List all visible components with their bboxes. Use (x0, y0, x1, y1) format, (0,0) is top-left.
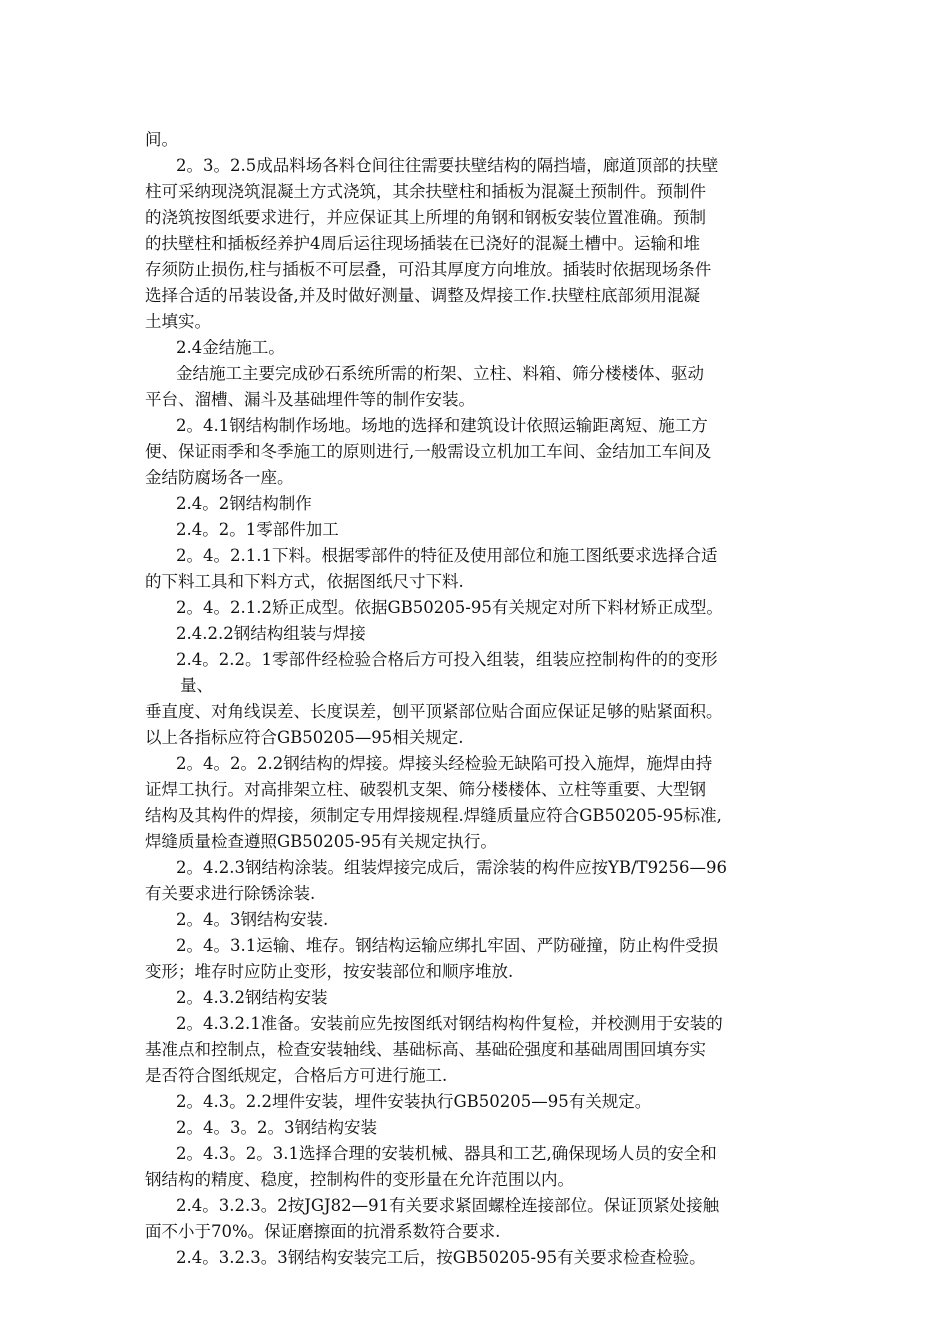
text-line: 2。4。2。2.2钢结构的焊接。焊接头经检验无缺陷可投入施焊，施焊由持 (176, 754, 713, 773)
text-line: 证焊工执行。对高排架立柱、破裂机支架、筛分楼楼体、立柱等重要、大型钢 (145, 780, 706, 799)
section-heading: 2.4.2.2钢结构组装与焊接 (176, 624, 366, 643)
text-line: 变形；堆存时应防止变形，按安装部位和顺序堆放. (145, 962, 514, 981)
text-line: 2。4.1钢结构制作场地。场地的选择和建筑设计依照运输距离短、施工方 (176, 416, 708, 435)
text-line: 土填实。 (145, 312, 211, 331)
text-line: 选择合适的吊装设备,并及时做好测量、调整及焊接工作.扶壁柱底部须用混凝 (145, 286, 700, 305)
text-line: 焊缝质量检查遵照GB50205-95有关规定执行。 (145, 832, 497, 851)
text-line: 2。4.3。2.2埋件安装，埋件安装执行GB50205—95有关规定。 (176, 1092, 652, 1111)
text-line: 2.4。2.2。1零部件经检验合格后方可投入组装，组装应控制构件的的变形 (176, 650, 718, 669)
text-line: 2。4。2.1.1下料。根据零部件的特征及使用部位和施工图纸要求选择合适 (176, 546, 718, 565)
text-line: 柱可采纳现浇筑混凝土方式浇筑，其余扶壁柱和插板为混凝土预制件。预制件 (145, 182, 706, 201)
text-line: 有关要求进行除锈涂装. (145, 884, 316, 903)
text-line: 钢结构的精度、稳度，控制构件的变形量在允许范围以内。 (145, 1170, 574, 1189)
text-line: 2。4。2.1.2矫正成型。依据GB50205-95有关规定对所下料材矫正成型。 (176, 598, 723, 617)
text-line: 2。3。2.5成品料场各料仓间往往需要扶壁结构的隔挡墙，廊道顶部的扶壁 (176, 156, 719, 175)
text-line: 2.4。3.2.3。2按JGJ82—91有关要求紧固螺栓连接部位。保证顶紧处接触 (176, 1196, 720, 1215)
text-line: 垂直度、对角线误差、长度误差，刨平顶紧部位贴合面应保证足够的贴紧面积。 (145, 702, 723, 721)
text-line: 量、 (180, 676, 213, 695)
text-line: 结构及其构件的焊接，须制定专用焊接规程.焊缝质量应符合GB50205-95标准, (145, 806, 722, 825)
text-line: 2。4。3.1运输、堆存。钢结构运输应绑扎牢固、严防碰撞，防止构件受损 (176, 936, 719, 955)
section-heading: 2.4。2。1零部件加工 (176, 520, 339, 539)
text-line: 基准点和控制点，检查安装轴线、基础标高、基础砼强度和基础周围回填夯实 (145, 1040, 706, 1059)
text-line: 2。4.2.3钢结构涂装。组装焊接完成后，需涂装的构件应按YB/T9256—96 (176, 858, 728, 877)
text-line: 2.4。3.2.3。3钢结构安装完工后，按GB50205-95有关要求检查检验。 (176, 1248, 706, 1267)
section-heading: 2。4.3.2钢结构安装 (176, 988, 328, 1007)
text-line: 间。 (145, 130, 178, 149)
text-line: 金结施工主要完成砂石系统所需的桁架、立柱、料箱、筛分楼楼体、驱动 (176, 364, 704, 383)
text-line: 存须防止损伤,柱与插板不可层叠，可沿其厚度方向堆放。插装时依据现场条件 (145, 260, 712, 279)
text-line: 的扶壁柱和插板经养护4周后运往现场插装在已浇好的混凝土槽中。运输和堆 (145, 234, 700, 253)
section-heading: 2.4。2钢结构制作 (176, 494, 312, 513)
text-line: 便、保证雨季和冬季施工的原则进行,一般需设立机加工车间、金结加工车间及 (145, 442, 712, 461)
text-line: 金结防腐场各一座。 (145, 468, 294, 487)
text-line: 的浇筑按图纸要求进行，并应保证其上所埋的角钢和钢板安装位置准确。预制 (145, 208, 706, 227)
text-line: 的下料工具和下料方式，依据图纸尺寸下料. (145, 572, 464, 591)
text-line: 是否符合图纸规定，合格后方可进行施工. (145, 1066, 448, 1085)
text-line: 面不小于70%。保证磨擦面的抗滑系数符合要求. (145, 1222, 501, 1241)
section-heading: 2。4。3钢结构安装. (176, 910, 329, 929)
section-heading: 2。4。3。2。3钢结构安装 (176, 1118, 377, 1137)
text-line: 平台、溜槽、漏斗及基础埋件等的制作安装。 (145, 390, 475, 409)
text-line: 2。4.3.2.1准备。安装前应先按图纸对钢结构构件复检，并校测用于安装的 (176, 1014, 723, 1033)
section-heading: 2.4金结施工。 (176, 338, 285, 357)
text-line: 2。4.3。2。3.1选择合理的安装机械、器具和工艺,确保现场人员的安全和 (176, 1144, 717, 1163)
text-line: 以上各指标应符合GB50205—95相关规定. (145, 728, 464, 747)
